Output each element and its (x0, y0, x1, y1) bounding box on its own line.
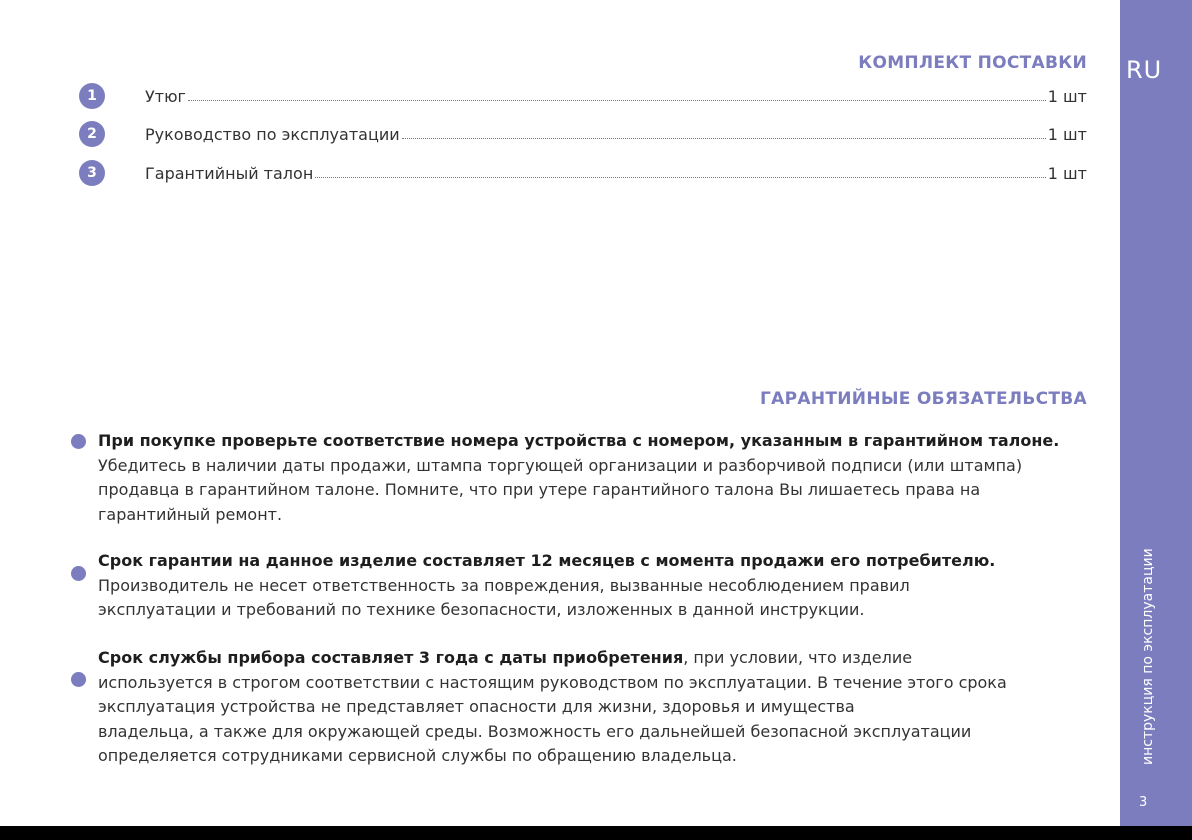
bullet-icon (71, 566, 86, 581)
kit-item-qty: 1 шт (1047, 86, 1087, 106)
paragraph-line: используется в строгом соответствии с настоящим руководством по эксплуатации. В течение этого срока (98, 672, 1007, 692)
bullet-icon (71, 434, 86, 449)
kit-item-label: Утюг (145, 86, 186, 106)
kit-item (79, 121, 1087, 147)
warranty-paragraph (98, 429, 1088, 527)
paragraph-line: эксплуатации и требований по технике безопасности, изложенных в данной инструкции. (98, 600, 865, 619)
kit-item-qty: 1 шт (1047, 124, 1087, 144)
page-number: 3 (1139, 795, 1148, 810)
bullet-icon (71, 672, 86, 687)
paragraph-lead: Срок гарантии на данное изделие составляет 12 месяцев с момента продажи его потребителю. (98, 551, 996, 570)
paragraph-tail: , при условии, что изделие (683, 648, 913, 667)
kit-heading: КОМПЛЕКТ ПОСТАВКИ (858, 53, 1087, 73)
paragraph-lead: При покупке проверьте соответствие номера устройства с номером, указанным в гарантийном талоне. (98, 431, 1060, 450)
paragraph-line: владельца, а также для окружающей среды. Возможность его дальнейшей безопасной эксплуатации (98, 721, 972, 741)
dotted-leader (315, 176, 1045, 178)
dotted-leader (188, 99, 1046, 101)
warranty-heading: ГАРАНТИЙНЫЕ ОБЯЗАТЕЛЬСТВА (760, 389, 1087, 409)
paragraph-lead: Срок службы прибора составляет 3 года с даты приобретения (98, 648, 684, 667)
kit-item (79, 83, 1087, 109)
sidebar-title: инструкция по эксплуатации (1140, 548, 1156, 765)
paragraph-line: определяется сотрудниками сервисной службы по обращению владельца. (98, 746, 737, 765)
paragraph-line: продавца в гарантийном талоне. Помните, что при утере гарантийного талона Вы лишаетесь права на (98, 480, 981, 499)
bottom-bar (0, 826, 1192, 840)
number-badge: 2 (79, 121, 105, 147)
warranty-paragraph (98, 549, 1088, 623)
paragraph-line: Убедитесь в наличии даты продажи, штампа торгующей организации и разборчивой подписи (или штампа) (98, 455, 1023, 475)
kit-item-label: Руководство по эксплуатации (145, 124, 400, 144)
number-badge: 1 (79, 83, 105, 109)
language-label: RU (1126, 56, 1163, 84)
paragraph-line: гарантийный ремонт. (98, 504, 283, 524)
kit-item-label: Гарантийный талон (145, 163, 314, 183)
kit-item (79, 160, 1087, 186)
kit-item-qty: 1 шт (1047, 163, 1087, 183)
number-badge: 3 (79, 160, 105, 186)
paragraph-line: Производитель не несет ответственность за повреждения, вызванные несоблюдением правил (98, 575, 910, 595)
dotted-leader (402, 137, 1046, 139)
paragraph-line: эксплуатация устройства не представляет опасности для жизни, здоровья и имущества (98, 697, 855, 716)
warranty-paragraph (98, 646, 1088, 769)
